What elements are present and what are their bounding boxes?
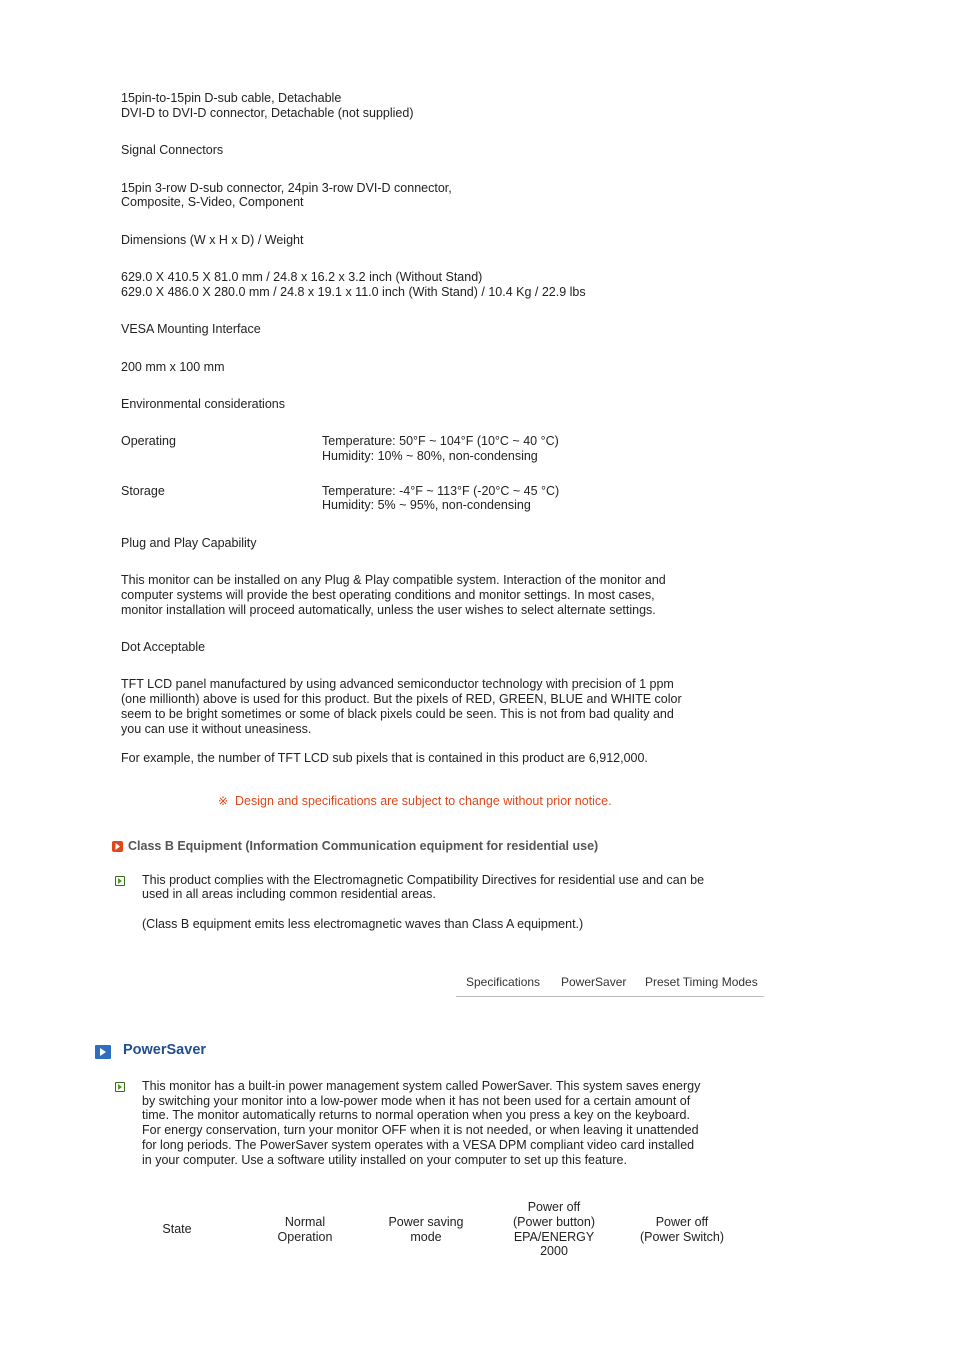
- dot-heading: Dot Acceptable: [121, 640, 206, 654]
- table-header-off-button-2: (Power button): [513, 1215, 595, 1229]
- nav-powersaver-link[interactable]: PowerSaver: [561, 975, 627, 989]
- pnp-line-2: computer systems will provide the best operating conditions and monitor settings. In most cases,: [121, 588, 655, 602]
- vesa-value: 200 mm x 100 mm: [121, 360, 225, 374]
- powersaver-line-3: time. The monitor automatically returns to normal operation when you press a key on the keyboard.: [142, 1108, 690, 1122]
- storage-humidity: Humidity: 5% ~ 95%, non-condensing: [322, 498, 531, 512]
- pnp-line-3: monitor installation will proceed automatically, unless the user wishes to select alternate settings.: [121, 603, 656, 617]
- table-header-off-switch-2: (Power Switch): [639, 1230, 725, 1244]
- dot-line-2: (one millionth) above is used for this product. But the pixels of RED, GREEN, BLUE and WHITE color: [121, 692, 682, 706]
- table-header-normal-2: Operation: [277, 1230, 333, 1244]
- operating-temperature: Temperature: 50°F ~ 104°F (10°C ~ 40 °C): [322, 434, 559, 448]
- class-b-heading: Class B Equipment (Information Communication equipment for residential use): [128, 839, 599, 853]
- table-header-off-button-4: 2000: [540, 1244, 568, 1258]
- operating-humidity: Humidity: 10% ~ 80%, non-condensing: [322, 449, 538, 463]
- dimensions-heading: Dimensions (W x H x D) / Weight: [121, 233, 304, 247]
- table-header-saving-1: Power saving: [388, 1215, 464, 1229]
- table-header-state: State: [162, 1222, 192, 1236]
- signal-line-1: 15pin 3-row D-sub connector, 24pin 3-row DVI-D connector,: [121, 181, 452, 195]
- table-header-off-switch-1: Power off: [655, 1215, 709, 1229]
- operating-label: Operating: [121, 434, 176, 448]
- powersaver-title: PowerSaver: [123, 1042, 207, 1058]
- powersaver-line-4: For energy conservation, turn your monitor OFF when it is not needed, or when leaving it unattended: [142, 1123, 699, 1137]
- vesa-heading: VESA Mounting Interface: [121, 322, 261, 336]
- powersaver-line-1: This monitor has a built-in power management system called PowerSaver. This system saves energy: [142, 1079, 701, 1093]
- class-b-line-3: (Class B equipment emits less electromagnetic waves than Class A equipment.): [142, 917, 584, 931]
- nav-specifications-link[interactable]: Specifications: [466, 975, 541, 989]
- signal-line-2: Composite, S-Video, Component: [121, 195, 304, 209]
- table-header-normal-1: Normal: [284, 1215, 326, 1229]
- dot-line-4: you can use it without uneasiness.: [121, 722, 312, 736]
- nav-preset-timing-link[interactable]: Preset Timing Modes: [645, 975, 758, 989]
- powersaver-line-6: in your computer. Use a software utility installed on your computer to set up this feature.: [142, 1153, 627, 1167]
- class-b-line-2: used in all areas including common residential areas.: [142, 887, 436, 901]
- dot-example: For example, the number of TFT LCD sub pixels that is contained in this product are 6,912,000.: [121, 751, 648, 765]
- dot-line-1: TFT LCD panel manufactured by using advanced semiconductor technology with precision of 1 ppm: [121, 677, 674, 691]
- table-header-off-button-1: Power off: [527, 1200, 581, 1214]
- pnp-line-1: This monitor can be installed on any Plug & Play compatible system. Interaction of the monitor and: [121, 573, 666, 587]
- environment-heading: Environmental considerations: [121, 397, 285, 411]
- storage-label: Storage: [121, 484, 165, 498]
- table-header-off-button-3: EPA/ENERGY: [513, 1230, 595, 1244]
- dimensions-line-2: 629.0 X 486.0 X 280.0 mm / 24.8 x 19.1 x 11.0 inch (With Stand) / 10.4 Kg / 22.9 lbs: [121, 285, 586, 299]
- powersaver-line-5: for long periods. The PowerSaver system operates with a VESA DPM compliant video card installed: [142, 1138, 695, 1152]
- powersaver-bullet-icon: [115, 1082, 125, 1092]
- nav-divider: [456, 996, 764, 997]
- class-b-line-1: This product complies with the Electromagnetic Compatibility Directives for residential use and can be: [142, 873, 705, 887]
- powersaver-arrow-icon: [95, 1045, 111, 1059]
- cable-line-2: DVI-D to DVI-D connector, Detachable (not supplied): [121, 106, 414, 120]
- dot-line-3: seem to be bright sometimes or some of black pixels could be seen. This is not from bad quality and: [121, 707, 674, 721]
- cable-line-1: 15pin-to-15pin D-sub cable, Detachable: [121, 91, 342, 105]
- change-notice: Design and specifications are subject to change without prior notice.: [235, 794, 612, 808]
- notice-mark-icon: ※: [218, 794, 229, 808]
- class-b-arrow-icon: [112, 841, 123, 852]
- powersaver-line-2: by switching your monitor into a low-power mode when it has not been used for a certain amount of: [142, 1094, 691, 1108]
- signal-connectors-heading: Signal Connectors: [121, 143, 224, 157]
- class-b-bullet-icon: [115, 876, 125, 886]
- pnp-heading: Plug and Play Capability: [121, 536, 257, 550]
- storage-temperature: Temperature: -4°F ~ 113°F (-20°C ~ 45 °C): [322, 484, 560, 498]
- dimensions-line-1: 629.0 X 410.5 X 81.0 mm / 24.8 x 16.2 x 3.2 inch (Without Stand): [121, 270, 483, 284]
- table-header-saving-2: mode: [410, 1230, 442, 1244]
